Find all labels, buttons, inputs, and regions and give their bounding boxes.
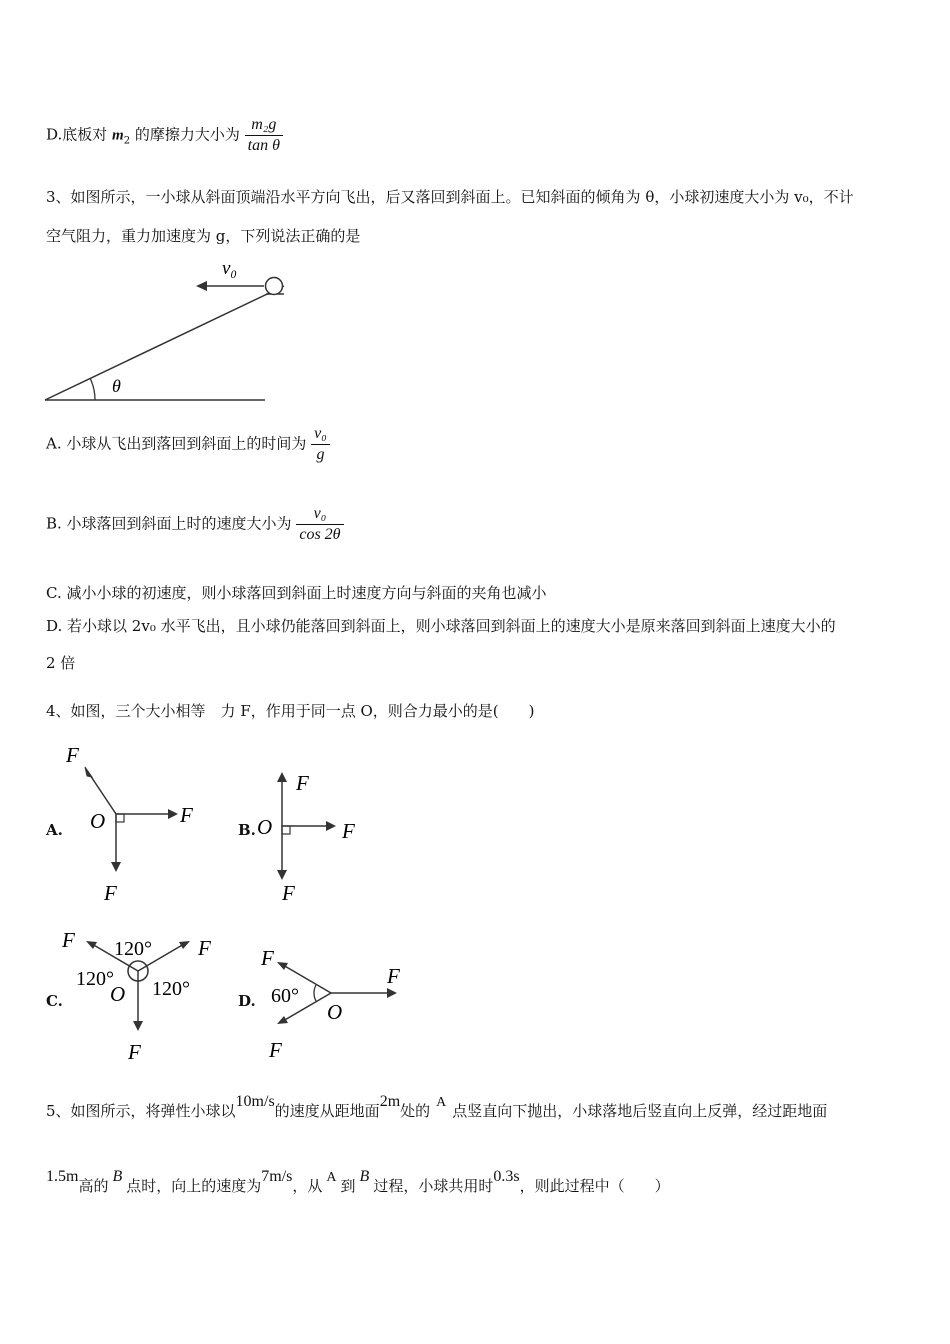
q3-stem-line1: 3、如图所示，一小球从斜面顶端沿水平方向飞出，后又落回到斜面上。已知斜面的倾角为 θ，小球初速度大小为 v₀，不计 bbox=[46, 188, 854, 206]
prev-option-d: D.底板对 $m_2$ 的摩擦力大小为 $\frac{\text{m₂g}}{\text{tan θ}}$ bbox=[46, 116, 283, 155]
svg-text:120°: 120° bbox=[114, 938, 152, 960]
q4-figure-c bbox=[60, 925, 230, 1065]
q4-stem: 4、如图，三个大小相等 力 F，作用于同一点 O，则合力最小的是( ) bbox=[46, 702, 535, 720]
q3-stem-line2: 空气阻力，重力加速度为 g，下列说法正确的是 bbox=[46, 227, 361, 245]
q4-figure-a bbox=[60, 740, 210, 910]
svg-text:F: F bbox=[104, 881, 117, 905]
fraction: $\frac{\text{m₂g}}{\text{tan θ}}$ bbox=[245, 116, 283, 155]
q5-line1: 5、如图所示，将弹性小球以10m/s的速度从距地面2m处的 A 点竖直向下抛出，小球落地后竖直向上反弹，经过距地面 bbox=[46, 1093, 828, 1120]
q4-figure-d bbox=[255, 935, 425, 1065]
q3-option-c: C. 减小小球的初速度，则小球落回到斜面上时速度方向与斜面的夹角也减小 bbox=[46, 584, 547, 602]
q4-label-c: C. bbox=[46, 992, 63, 1010]
svg-text:60°: 60° bbox=[271, 985, 299, 1007]
svg-text:F: F bbox=[198, 936, 211, 960]
svg-text:120°: 120° bbox=[152, 978, 190, 1000]
theta-label: θ bbox=[112, 376, 121, 396]
q3-option-d-line2: 2 倍 bbox=[46, 654, 76, 672]
ball bbox=[266, 278, 283, 295]
q3-option-b: B. 小球落回到斜面上时的速度大小为 $\frac{\text{v₀}}{\cos 2\theta}$ bbox=[46, 505, 344, 544]
q4-figure-b bbox=[252, 760, 382, 910]
svg-text:F: F bbox=[269, 1038, 282, 1062]
incline-line bbox=[45, 286, 284, 400]
q4-label-d: D. bbox=[238, 992, 256, 1010]
svg-text:O: O bbox=[110, 982, 126, 1006]
angle-arc bbox=[90, 378, 95, 400]
svg-text:F: F bbox=[180, 803, 193, 827]
q3-option-d-line1: D. 若小球以 2v₀ 水平飞出，且小球仍能落回到斜面上，则小球落回到斜面上的速度大小是原来落回到斜面上速度大小的 bbox=[46, 617, 836, 635]
svg-text:F: F bbox=[66, 743, 79, 767]
svg-text:F: F bbox=[62, 928, 75, 952]
v0-label: v₀ bbox=[222, 258, 238, 279]
svg-text:F: F bbox=[282, 881, 295, 905]
q4-label-a: A. bbox=[46, 821, 63, 839]
q5-line2: 1.5m高的B点时，向上的速度为7m/s，从 A 到B过程，小球共用时0.3s，则此过程中（ ） bbox=[46, 1168, 670, 1195]
svg-text:O: O bbox=[90, 809, 106, 833]
svg-text:O: O bbox=[327, 1000, 343, 1024]
velocity-arrowhead bbox=[196, 281, 207, 291]
q3-option-a: A. 小球从飞出到落回到斜面上的时间为 $\frac{\text{v₀}}{g}$ bbox=[46, 425, 330, 464]
svg-text:120°: 120° bbox=[76, 968, 114, 990]
svg-text:F: F bbox=[128, 1040, 141, 1064]
q3-incline-figure bbox=[40, 252, 300, 412]
q4-label-b: B. bbox=[238, 821, 256, 839]
svg-text:F: F bbox=[342, 819, 355, 843]
svg-text:F: F bbox=[261, 946, 274, 970]
svg-text:F: F bbox=[296, 771, 309, 795]
svg-text:F: F bbox=[387, 964, 400, 988]
svg-text:O: O bbox=[257, 815, 273, 839]
